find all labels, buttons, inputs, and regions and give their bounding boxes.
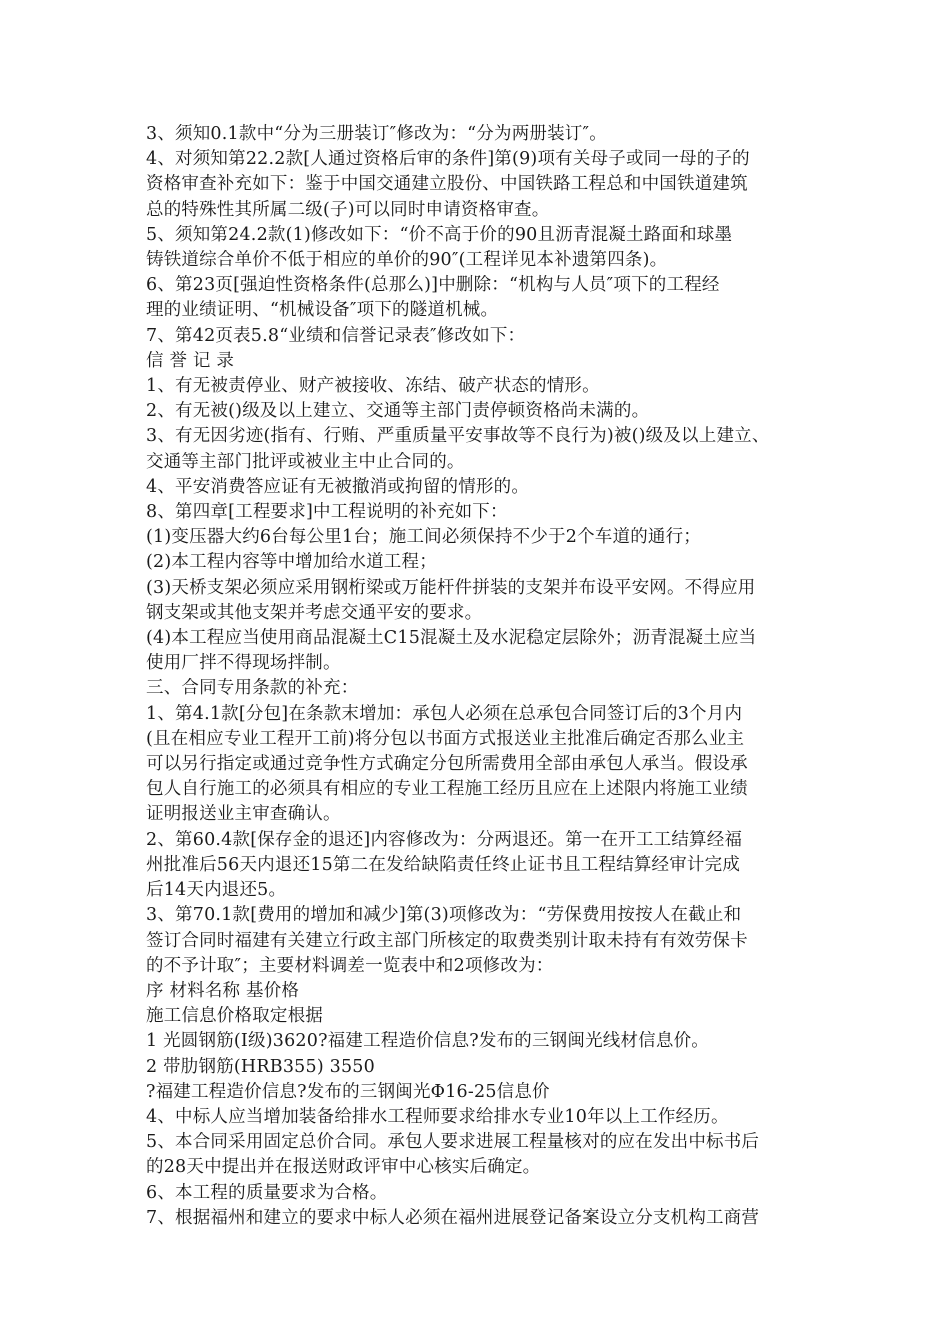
table-row-line: 1 光圆钢筋(Ⅰ级)3620?福建工程造价信息?发布的三钢闽光线材信息价。 — [146, 1031, 709, 1052]
text-line: 1、有无被责停业、财产被接收、冻结、破产状态的情形。 — [146, 376, 600, 397]
text-line: 5、本合同采用固定总价合同。承包人要求进展工程量核对的应在发出中标书后 — [146, 1132, 760, 1153]
text-line: 总的特殊性其所属二级(子)可以同时申请资格审查。 — [146, 199, 550, 220]
text-line: 3、须知0.1款中“分为三册装订″修改为：“分为两册装订″。 — [146, 124, 607, 144]
text-line: 的不予计取″；主要材料调差一览表中和2项修改为： — [146, 955, 554, 976]
table-row-line: 2 带肋钢筋(HRB355) 3550 — [146, 1056, 375, 1077]
text-line: 使用厂拌不得现场拌制。 — [146, 653, 341, 674]
text-line: (1)变压器大约6台每公里1台；施工间必须保持不少于2个车道的通行； — [146, 527, 701, 548]
section-heading: 信 誉 记 录 — [146, 350, 235, 371]
table-header-line: 施工信息价格取定根据 — [146, 1006, 323, 1027]
text-line: 理的业绩证明、“机械设备″项下的隧道机械。 — [146, 300, 499, 321]
text-line: 4、对须知第22.2款[人通过资格后审的条件]第(9)项有关母子或同一母的子的 — [146, 149, 750, 170]
text-line: 交通等主部门批评或被业主中止合同的。 — [146, 451, 465, 472]
text-line: 3、第70.1款[费用的增加和减少]第(3)项修改为：“劳保费用按按人在截止和 — [146, 905, 742, 926]
text-line: (2)本工程内容等中增加给水道工程； — [146, 552, 437, 573]
text-line: 包人自行施工的必须具有相应的专业工程施工经历且应在上述限内将施工业绩 — [146, 779, 748, 800]
text-line: 的28天中提出并在报送财政评审中心核实后确定。 — [146, 1157, 541, 1178]
text-line: 1、第4.1款[分包]在条款末增加：承包人必须在总承包合同签订后的3个月内 — [146, 703, 743, 724]
text-line: (且在相应专业工程开工前)将分包以书面方式报送业主批准后确定否那么业主 — [146, 728, 745, 749]
text-line: 6、本工程的质量要求为合格。 — [146, 1182, 388, 1203]
text-line: (3)天桥支架必须应采用钢桁梁或万能杆件拼装的支架并布设平安网。不得应用 — [146, 577, 756, 598]
text-line: 2、第60.4款[保存金的退还]内容修改为：分两退还。第一在开工工结算经福 — [146, 829, 743, 850]
table-row-line: ?福建工程造价信息?发布的三钢闽光Φ16-25信息价 — [146, 1081, 550, 1102]
text-line: 证明报送业主审查确认。 — [146, 804, 341, 825]
text-line: 5、须知第24.2款(1)修改如下：“价不高于价的90且沥青混凝土路面和球墨 — [146, 224, 733, 245]
text-line: 签订合同时福建有关建立行政主部门所核定的取费类别计取未持有有效劳保卡 — [146, 930, 748, 951]
section-heading: 三、合同专用条款的补充： — [146, 678, 359, 699]
text-line: (4)本工程应当使用商品混凝土C15混凝土及水泥稳定层除外；沥青混凝土应当 — [146, 628, 757, 649]
text-line: 7、根据福州和建立的要求中标人必须在福州进展登记备案设立分支机构工商营 — [146, 1207, 760, 1228]
document-body — [146, 122, 818, 1231]
text-line: 6、第23页[强迫性资格条件(总那么)]中删除：“机构与人员″项下的工程经 — [146, 275, 720, 296]
text-line: 4、平安消费答应证有无被撤消或拘留的情形的。 — [146, 476, 530, 497]
text-line: 州批准后56天内退还15第二在发给缺陷责任终止证书且工程结算经审计完成 — [146, 854, 741, 875]
text-line: 3、有无因劣迹(指有、行贿、严重质量平安事故等不良行为)被()级及以上建立、 — [146, 426, 770, 447]
text-line: 钢支架或其他支架并考虑交通平安的要求。 — [146, 602, 483, 623]
text-line: 4、中标人应当增加装备给排水工程师要求给排水专业10年以上工作经历。 — [146, 1106, 729, 1127]
text-line: 资格审查补充如下：鉴于中国交通建立股份、中国铁路工程总和中国铁道建筑 — [146, 174, 748, 195]
text-line: 7、第42页表5.8“业绩和信誉记录表″修改如下： — [146, 325, 526, 346]
table-header-line: 序 材料名称 基价格 — [146, 980, 300, 1001]
text-line: 可以另行指定或通过竞争性方式确定分包所需费用全部由承包人承当。假设承 — [146, 754, 748, 775]
text-line: 2、有无被()级及以上建立、交通等主部门责停顿资格尚未满的。 — [146, 401, 650, 422]
text-line: 8、第四章[工程要求]中工程说明的补充如下： — [146, 502, 508, 523]
text-line: 铸铁道综合单价不低于相应的单价的90″(工程详见本补遗第四条)。 — [146, 250, 668, 271]
text-line: 后14天内退还5。 — [146, 880, 287, 901]
